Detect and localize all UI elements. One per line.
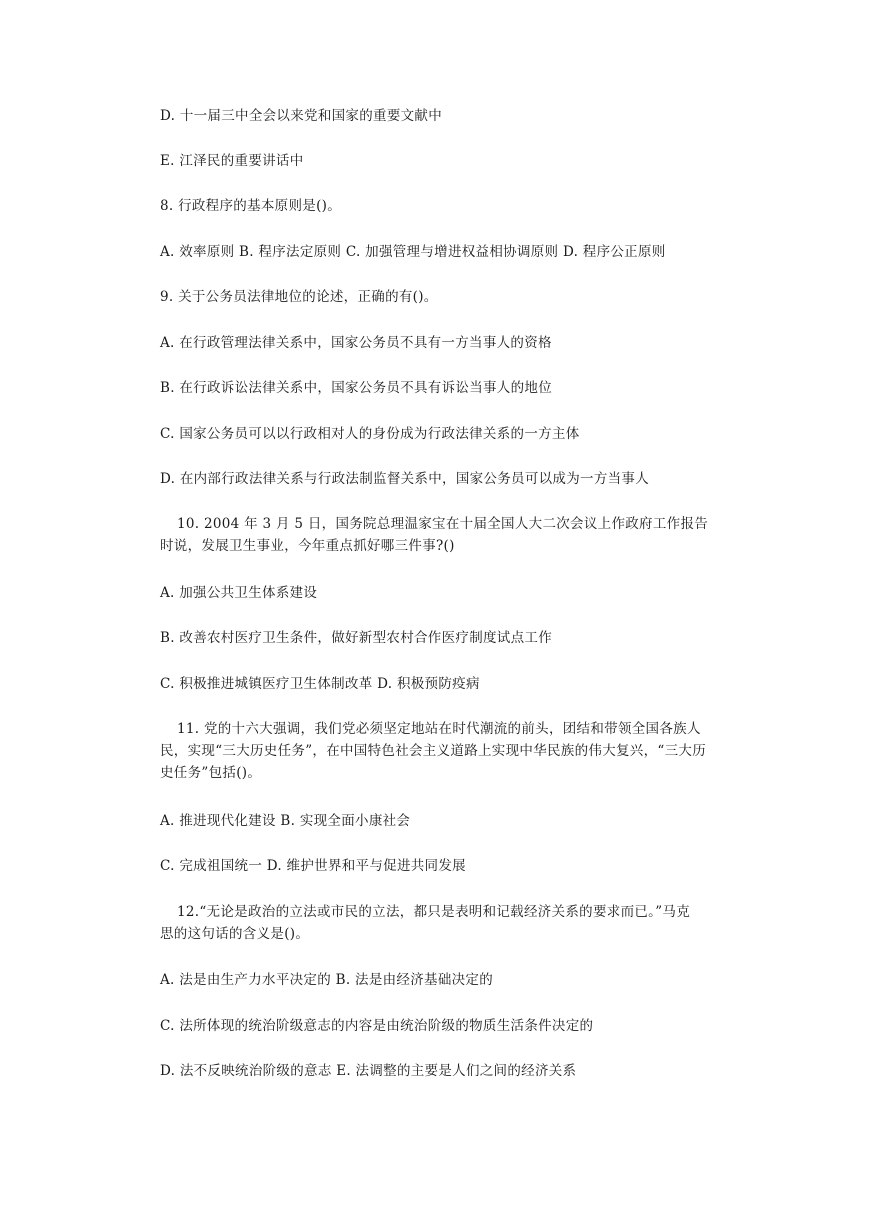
question-10 xyxy=(160,513,737,557)
q9-option-b: B. 在行政诉讼法律关系中，国家公务员不具有诉讼当事人的地位 xyxy=(160,380,553,396)
question-12-line-2: 思的这句话的含义是()。 xyxy=(160,926,310,942)
q7-option-e: E. 江泽民的重要讲话中 xyxy=(160,153,304,169)
q10-option-cd: C. 积极推进城镇医疗卫生体制改革 D. 积极预防疫病 xyxy=(160,676,480,692)
question-11-line-3: 史任务”包括()。 xyxy=(160,765,262,781)
q12-option-de: D. 法不反映统治阶级的意志 E. 法调整的主要是人们之间的经济关系 xyxy=(160,1063,577,1079)
question-11-line-1: 11. 党的十六大强调，我们党必须坚定地站在时代潮流的前头，团结和带领全国各族人 xyxy=(177,721,701,737)
question-8: 8. 行政程序的基本原则是()。 xyxy=(160,198,342,214)
question-10-line-2: 时说，发展卫生事业，今年重点抓好哪三件事?() xyxy=(160,538,455,554)
q12-option-c: C. 法所体现的统治阶级意志的内容是由统治阶级的物质生活条件决定的 xyxy=(160,1018,594,1034)
q11-option-ab: A. 推进现代化建设 B. 实现全面小康社会 xyxy=(160,813,411,829)
q9-option-d: D. 在内部行政法律关系与行政法制监督关系中，国家公务员可以成为一方当事人 xyxy=(160,471,650,487)
q9-option-a: A. 在行政管理法律关系中，国家公务员不具有一方当事人的资格 xyxy=(160,335,552,351)
question-11-line-2: 民，实现“三大历史任务”，在中国特色社会主义道路上实现中华民族的伟大复兴，“三大历 xyxy=(160,743,707,759)
question-12 xyxy=(160,901,737,945)
q7-option-d: D. 十一届三中全会以来党和国家的重要文献中 xyxy=(160,108,443,124)
q10-option-b: B. 改善农村医疗卫生条件，做好新型农村合作医疗制度试点工作 xyxy=(160,630,553,646)
q12-option-ab: A. 法是由生产力水平决定的 B. 法是由经济基础决定的 xyxy=(160,972,494,988)
question-12-line-1: 12.“无论是政治的立法或市民的立法，都只是表明和记载经济关系的要求而已。”马克 xyxy=(177,904,691,920)
question-11 xyxy=(160,718,737,784)
question-10-line-1: 10. 2004 年 3 月 5 日，国务院总理温家宝在十届全国人大二次会议上作政府工作报告 xyxy=(177,516,709,532)
q8-options: A. 效率原则 B. 程序法定原则 C. 加强管理与增进权益相协调原则 D. 程序公正原则 xyxy=(160,244,666,260)
q9-option-c: C. 国家公务员可以以行政相对人的身份成为行政法律关系的一方主体 xyxy=(160,426,580,442)
q11-option-cd: C. 完成祖国统一 D. 维护世界和平与促进共同发展 xyxy=(160,858,466,874)
q10-option-a: A. 加强公共卫生体系建设 xyxy=(160,585,318,601)
question-9: 9. 关于公务员法律地位的论述，正确的有()。 xyxy=(160,289,438,305)
